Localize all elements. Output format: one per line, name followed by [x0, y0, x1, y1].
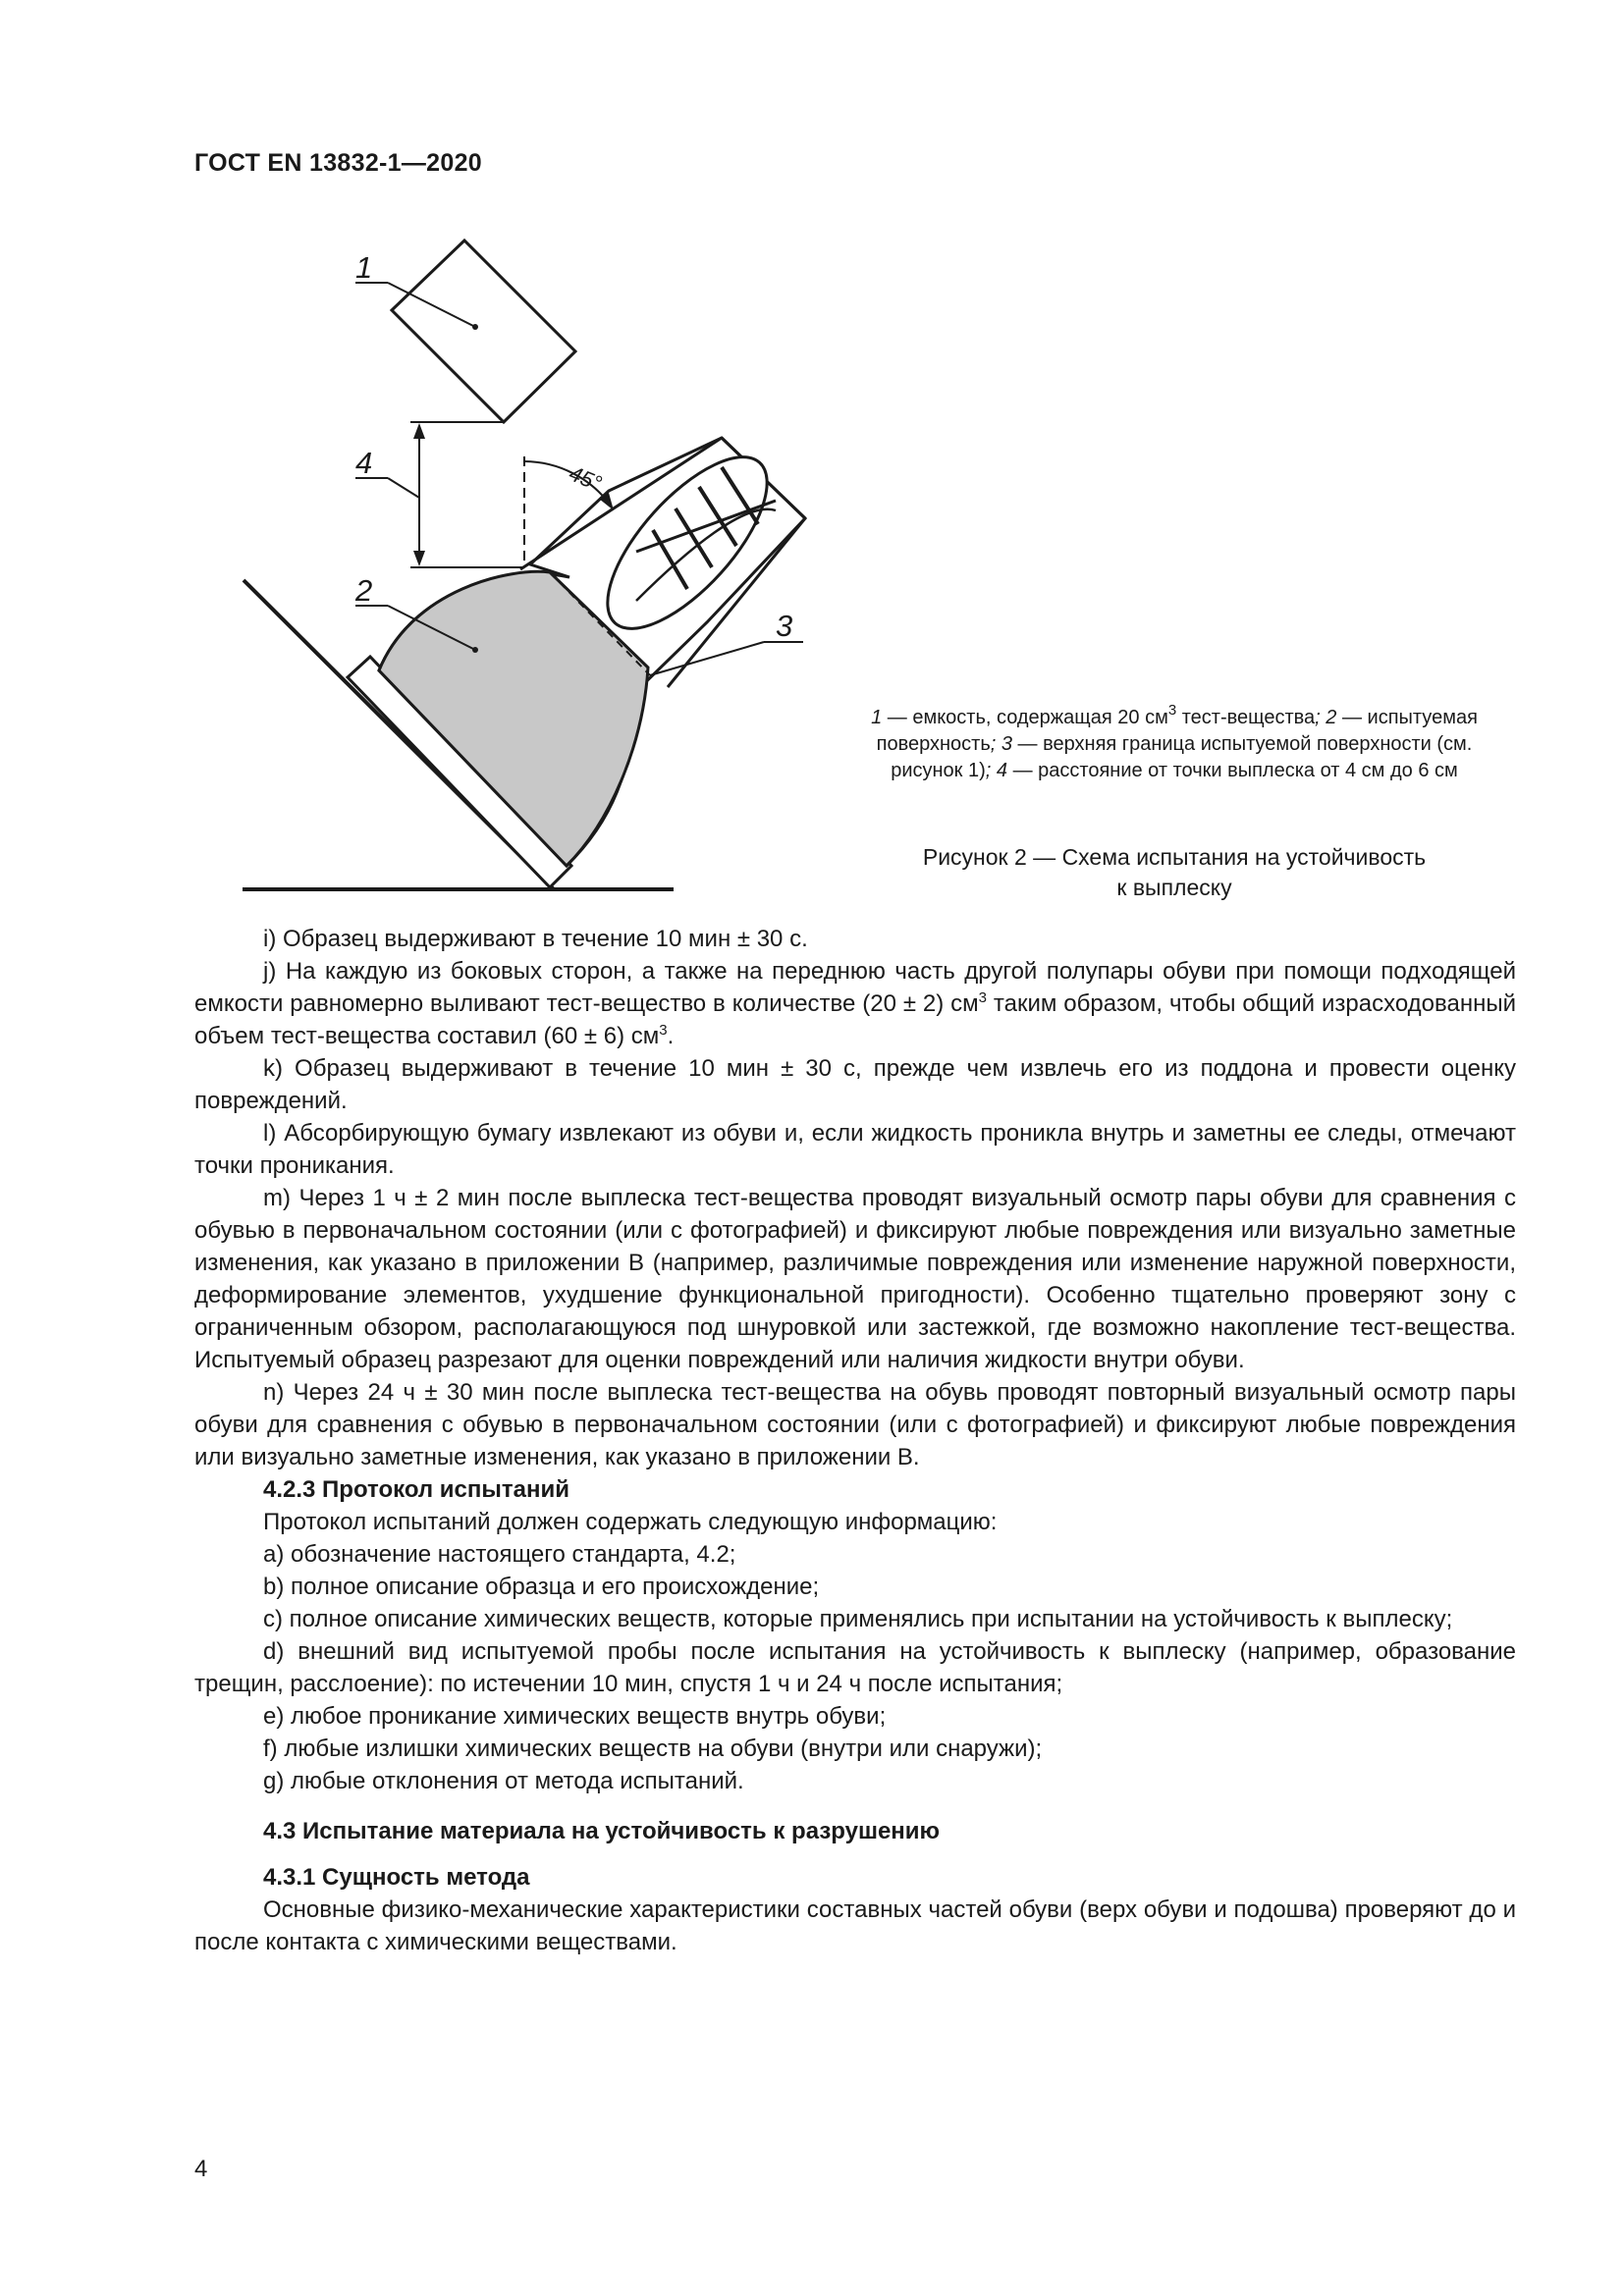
paragraph-text: d) внешний вид испытуемой пробы после испытания на устойчивость к выплеску (например, образование трещин, расслоение): по истечении 10 мин, спустя 1 ч и 24 ч после испытания;: [194, 1638, 1516, 1697]
figure-label-1: 1: [355, 250, 373, 285]
paragraph-text: i) Образец выдерживают в течение 10 мин ± 30 с.: [263, 926, 808, 952]
paragraph: [194, 1376, 1516, 1473]
paragraph: [194, 955, 1516, 1052]
document-header: ГОСТ EN 13832-1—2020: [194, 149, 482, 177]
paragraph-text: f) любые излишки химических веществ на обуви (внутри или снаружи);: [263, 1735, 1043, 1762]
figure-label-4: 4: [355, 446, 373, 480]
paragraph: [194, 1538, 1516, 1571]
paragraph: [194, 1894, 1516, 1958]
figure-caption: [846, 842, 1502, 903]
paragraph-text: 4.3.1 Сущность метода: [263, 1864, 530, 1891]
paragraph: [194, 1603, 1516, 1635]
paragraph-text: j) На каждую из боковых сторон, а также на переднюю часть другой полупары обуви при помощи подходящей емкости равномерно выливают тест-вещество в количестве (20 ± 2) см: [194, 958, 1516, 1017]
legend-text: — расстояние от точки выплеска от 4 см до 6 см: [1007, 760, 1458, 781]
paragraph-text: g) любые отклонения от метода испытаний.: [263, 1768, 744, 1794]
legend-number: 3: [1001, 733, 1012, 755]
paragraph: [194, 1765, 1516, 1797]
paragraph-text: e) любое проникание химических веществ внутрь обуви;: [263, 1703, 887, 1730]
legend-separator: ;: [990, 733, 1001, 755]
legend-text: — испытуемая поверхность: [876, 707, 1478, 755]
paragraph-text: .: [667, 1023, 675, 1049]
paragraph-text: c) полное описание химических веществ, которые применялись при испытании на устойчивость к выплеску;: [263, 1606, 1453, 1632]
paragraph-text: n) Через 24 ч ± 30 мин после выплеска тест-вещества на обувь проводят повторный визуальный осмотр пары обуви для сравнения с обувью в первоначальном состоянии (или с фотографией) и фиксируют любые повреждения или визуально заметные изменения, как указано в приложении В.: [194, 1379, 1516, 1470]
paragraph-text: m) Через 1 ч ± 2 мин после выплеска тест-вещества проводят визуальный осмотр пары обуви для сравнения с обувью в первоначальном состоянии (или с фотографией) и фиксируют любые повреждения или визуально заметные изменения, как указано в приложении В (например, различимые повреждения или изменение наружной поверхности, деформирование элементов, ухудшение функциональной пригодности). Особенно тщательно проверяют зону с ограниченным обзором, располагающуюся под шнуровкой или застежкой, где возможно накопление тест-вещества. Испытуемый образец разрезают для оценки повреждений или наличия жидкости внутри обуви.: [194, 1185, 1516, 1373]
section-heading: [194, 1473, 1516, 1506]
container-square: [392, 240, 575, 422]
paragraph-text: 4.3 Испытание материала на устойчивость к разрушению: [263, 1818, 941, 1844]
figure-label-2: 2: [355, 573, 373, 608]
figure-legend: [846, 702, 1502, 784]
angle-label: 45°: [566, 460, 606, 497]
paragraph-text: a) обозначение настоящего стандарта, 4.2;: [263, 1541, 736, 1568]
figure-label-3: 3: [776, 609, 793, 643]
section-heading: [194, 1861, 1516, 1894]
legend-separator: ;: [985, 760, 997, 781]
document-body: [194, 923, 1516, 1958]
splash-test-figure: [0, 0, 1624, 942]
legend-text: тест-вещества: [1176, 707, 1316, 728]
superscript: 3: [978, 989, 988, 1006]
superscript: 3: [659, 1022, 668, 1039]
paragraph: [194, 1733, 1516, 1765]
paragraph: [194, 1052, 1516, 1117]
paragraph-text: b) полное описание образца и его происхождение;: [263, 1574, 820, 1600]
legend-number: 2: [1326, 707, 1337, 728]
paragraph: [194, 1506, 1516, 1538]
section-heading: [194, 1815, 1516, 1847]
surface-center-dot: [472, 647, 478, 653]
legend-separator: ;: [1315, 707, 1326, 728]
paragraph-text: Основные физико-механические характеристики составных частей обуви (верх обуви и подошва) проверяют до и после контакта с химическими веществами.: [194, 1896, 1516, 1955]
figure-caption-line: Рисунок 2 — Схема испытания на устойчивость: [922, 844, 1427, 870]
paragraph-text: k) Образец выдерживают в течение 10 мин ± 30 с, прежде чем извлечь его из поддона и провести оценку повреждений.: [194, 1055, 1516, 1114]
legend-text: — емкость, содержащая 20 см: [882, 707, 1168, 728]
paragraph: [194, 1635, 1516, 1700]
figure-caption-line: к выплеску: [1116, 875, 1232, 900]
page-number: 4: [194, 2156, 208, 2182]
paragraph-text: l) Абсорбирующую бумагу извлекают из обуви и, если жидкость проникла внутрь и заметны ее следы, отмечают точки проникания.: [194, 1120, 1516, 1179]
leader-line-4: [388, 478, 419, 498]
dimension-arrowhead-bottom: [413, 551, 425, 566]
paragraph: [194, 923, 1516, 955]
paragraph: [194, 1117, 1516, 1182]
legend-text: — верхняя граница испытуемой поверхности (см. рисунок 1): [891, 733, 1473, 781]
legend-number: 1: [871, 707, 883, 728]
legend-number: 4: [996, 760, 1008, 781]
paragraph: [194, 1571, 1516, 1603]
dimension-arrowhead-top: [413, 423, 425, 439]
legend-superscript: 3: [1167, 702, 1177, 719]
paragraph: [194, 1700, 1516, 1733]
paragraph: [194, 1182, 1516, 1376]
paragraph-text: таким образом, чтобы общий израсходованный объем тест-вещества составил (60 ± 6) см: [194, 990, 1516, 1049]
paragraph-text: Протокол испытаний должен содержать следующую информацию:: [263, 1509, 998, 1535]
paragraph-text: 4.2.3 Протокол испытаний: [263, 1476, 569, 1503]
